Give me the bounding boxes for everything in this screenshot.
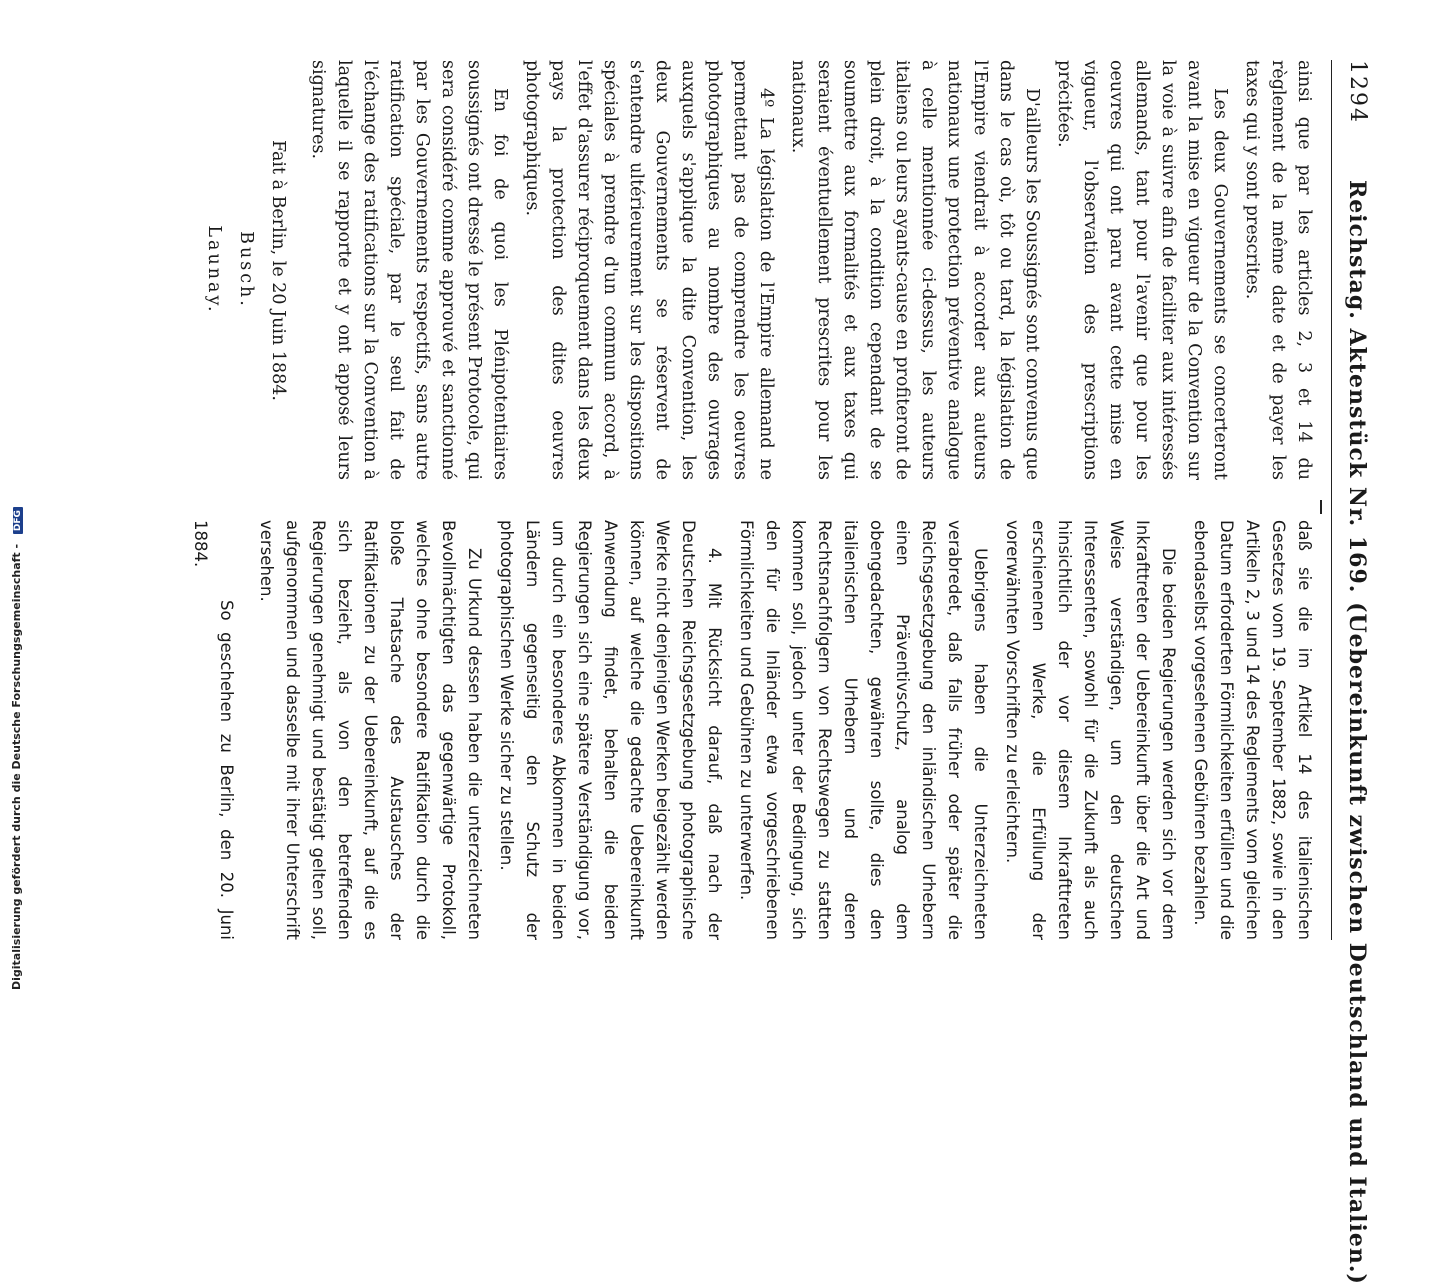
french-paragraph: 4º La législation de l'Empire allemand ne permettant pas de comprendre les oeuvres photographiques au nombre des ouvrages auxquels s'applique la dite Convention, les deux Gouvernements se réservent de s'entendre ultérieurement sur les dispositions spéciales à prendre d'un commun accord, à l'effet d'assurer réciproquement dans les deux pays la protection des dites oeuvres photographiques. [522, 60, 776, 480]
german-paragraph: 4. Mit Rücksicht darauf, daß nach der Deutschen Reichsgesetzgebung photographische Werke nicht denjenigen Werken beigezählt werden können, auf welche die gedachte Uebereinkunft Anwendung findet, behalten die beiden Regierungen sich eine spätere Verständigung vor, um durch ein besonderes Abkommen in beiden Ländern gegenseitig den Schutz der photographischen Werke sicher zu stellen. [497, 520, 724, 940]
page-header [1331, 60, 1372, 1285]
german-paragraph: daß sie die im Artikel 14 des italienischen Gesetzes vom 19. September 1882, sowie in den Artikeln 2, 3 und 14 des Reglements vom gleichen Datum erforderten Förmlichkeiten erfüllen und die ebendaselbst vorgesehenen Gebühren bezahlen. [1191, 520, 1314, 940]
french-paragraph: ainsi que par les articles 2, 3 et 14 du règlement de la même date et de payer les taxes qui y sont prescrites. [1242, 60, 1314, 480]
dfg-logo: DFG [13, 507, 23, 534]
french-paragraph: D'ailleurs les Soussignés sont convenus que dans le cas où, tôt ou tard, la législation de l'Empire viendrait à accorder aux auteurs nationaux une protection préventive analogue à celle mentionnée ci-dessus, les auteurs italiens ou leurs ayants-cause en profiteront de plein droit, à la condition cependant de se soumettre aux formalités et aux taxes qui seraient éventuellement prescrites pour les nationaux. [788, 60, 1042, 480]
column-divider [1315, 500, 1327, 514]
caption-text: Digitalisierung gefördert durch die Deutsche Forschungsgemeinschaft - [10, 543, 23, 990]
page-content [52, 60, 1372, 1285]
french-place-date: Fait à Berlin, le 20 Juin 1884. [268, 140, 288, 401]
running-title: Reichstag. Aktenstück Nr. 169. (Uebereinkunft zwischen Deutschland und Italien.) [1344, 180, 1370, 1285]
page-number: 1294 [1345, 60, 1370, 124]
german-column [181, 520, 1317, 940]
german-paragraph: Die beiden Regierungen werden sich vor dem Inkrafttreten der Uebereinkunft über die Art und Weise verständigen, um den deutschen Interessenten, sowohl für die Zukunft als auch hinsichtlich der vor diesem Inkrafttreten erschienenen Werke, die Erfüllung der vorerwähnten Vorschriften zu erleichtern. [1003, 520, 1178, 940]
digitization-caption [10, 507, 23, 990]
french-column [201, 60, 1317, 480]
signature-launay: Launay. [204, 225, 224, 315]
signature-busch: Busch. [236, 231, 256, 309]
german-place-date: So geschehen zu Berlin, den 20. Juni 1884. [191, 520, 236, 940]
french-paragraph: Les deux Gouvernements se concerteront avant la mise en vigueur de la Convention sur la voie à suivre afin de faciliter aux intéressés allemands, tant pour l'avenir que pour les oeuvres qui ont paru avant cette mise en vigueur, l'observation des prescriptions précitées. [1054, 60, 1230, 480]
german-paragraph: Zu Urkund dessen haben die unterzeichneten Bevollmächtigten das gegenwärtige Protokoll, welches ohne besondere Ratifikation durch die bloße Thatsache des Austausches der Ratifikationen zu der Uebereinkunft, auf die es sich bezieht, als von den betreffenden Regierungen genehmigt und bestätigt gelten soll, aufgenommen und dasselbe mit ihrer Unterschrift versehen. [257, 520, 484, 940]
german-paragraph: Uebrigens haben die Unterzeichneten verabredet, daß falls früher oder später die Reichsgesetzgebung den inländischen Urhebern einen Präventivschutz, analog dem obengedachten, gewähren sollte, dies den italienischen Urhebern und deren Rechtsnachfolgern von Rechtswegen zu statten kommen soll, jedoch unter der Bedingung, sich den für die Inländer etwa vorgeschriebenen Förmlichkeiten und Gebühren zu unterwerfen. [737, 520, 990, 940]
french-paragraph: En foi de quoi les Plénipotentiaires soussignés ont dressé le présent Protocole, qui sera considéré comme approuvé et sanctionné par les Gouvernements respectifs, sans autre ratification spéciale, par le seul fait de l'échange des ratifications sur la Convention à laquelle il se rapporte et y ont apposé leurs signatures. [308, 60, 510, 480]
